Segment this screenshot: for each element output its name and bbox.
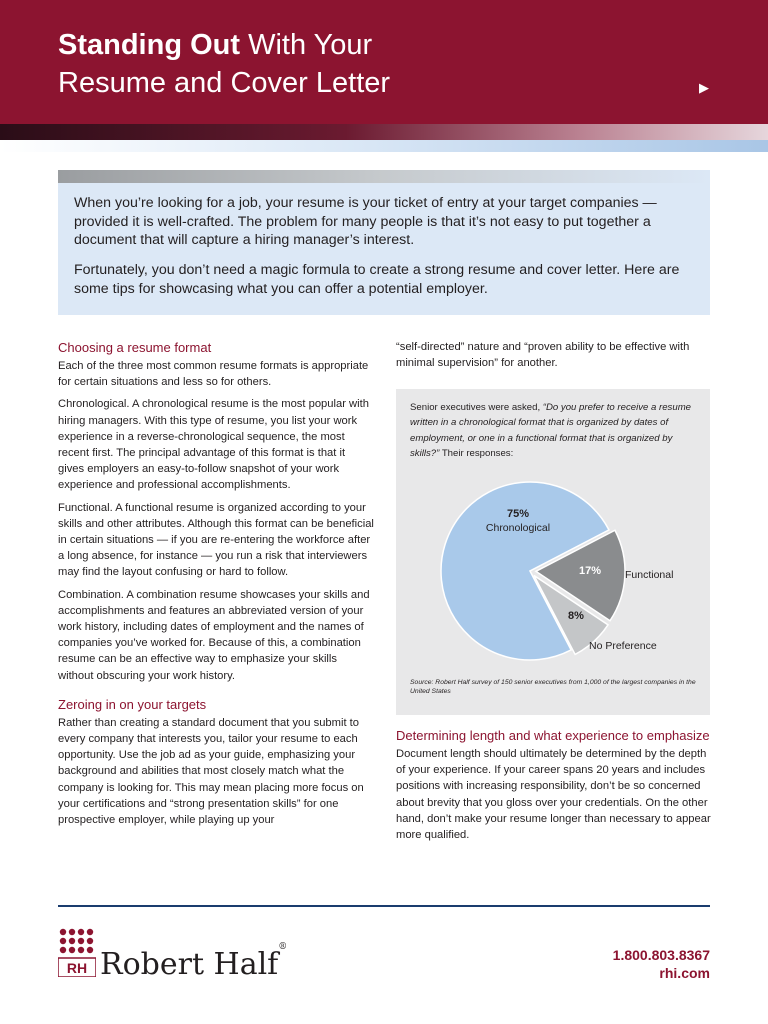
brand-name	[100, 943, 287, 983]
title-bold: Standing Out	[58, 29, 241, 61]
para-combination	[58, 587, 374, 684]
pie-value-chronological: 75%	[506, 508, 530, 520]
chronological-lead: Chronological.	[58, 398, 130, 411]
heading-choosing-format: Choosing a resume format	[58, 340, 212, 355]
survey-chart-box	[396, 389, 710, 715]
robert-half-logo	[58, 927, 96, 977]
para-continued: “self-directed” nature and “proven ability to be effective with minimal supervision” for another.	[396, 341, 690, 370]
question-lead: Senior executives were asked,	[410, 402, 543, 413]
pie-chart	[396, 389, 710, 679]
next-arrow-icon[interactable]: ▶	[699, 80, 709, 95]
question-italic: “Do you prefer to receive a resume written in a chronological format that is organized by dates of employment, or one in a functional format that is organized by skills?”	[410, 402, 692, 459]
functional-lead: Functional.	[58, 501, 113, 514]
para-targets: Rather than creating a standard document that you submit to every company that interests you, tailor your resume to each opportunity. Use the job ad as your guide, emphasizing your background and abilities that most closely match what the company is looking for. This may mean placing more focus on your certifications and “strong presentation skills” for one prospective employer, while playing up your	[58, 716, 364, 827]
pie-label-chronological: Chronological	[485, 522, 551, 534]
para-functional	[58, 500, 374, 581]
title-line2: Resume and Cover Letter	[58, 67, 391, 99]
pie-label-no-preference: No Preference	[589, 640, 657, 652]
chronological-text: A chronological resume is the most popular with hiring managers. With this type of resume, you list your work experience in a reverse-chronological sequence, the most recent first. The principal advantage of this format is that it gives employers an easy-to-follow snapshot of your work experience and professional accomplishments.	[58, 398, 369, 492]
footer-rule	[58, 905, 710, 907]
pie-label-functional: Functional	[625, 569, 674, 581]
logo-dot-grid	[60, 929, 93, 953]
para-chronological	[58, 396, 374, 493]
left-column	[58, 339, 374, 834]
intro-top-bar	[58, 170, 710, 183]
combination-text: A combination resume showcases your skills and accomplishments and features an abbreviated version of your work history, including dates of employment and the names of companies you’ve worked for. Because of this, a combination resume can be an effective way to emphasize your skills without obscuring your work history.	[58, 588, 370, 682]
intro-box	[58, 170, 710, 315]
para-formats-intro: Each of the three most common resume formats is appropriate for certain situations and less so for others.	[58, 360, 369, 389]
logo-letters: RH	[66, 960, 88, 976]
website-link[interactable]: rhi.com	[659, 965, 710, 981]
right-column-lower	[396, 727, 712, 849]
heading-length: Determining length and what experience to emphasize	[396, 728, 710, 743]
question-tail: Their responses:	[439, 447, 514, 459]
intro-paragraph-2: Fortunately, you don’t need a magic formula to create a strong resume and cover letter. Here are some tips for showcasing what you can offer a potential employer.	[74, 262, 680, 297]
heading-zeroing-in: Zeroing in on your targets	[58, 696, 207, 712]
chart-source: Source: Robert Half survey of 150 senior executives from 1,000 of the largest companies in the United States	[410, 679, 696, 695]
pie-value-no-preference: 8%	[568, 610, 584, 622]
header-blue-band	[0, 140, 768, 152]
pie-value-functional: 17%	[578, 565, 602, 577]
registered-mark: ®	[278, 942, 288, 952]
title-rest: With Your	[240, 29, 373, 61]
right-column	[396, 339, 712, 377]
phone-number[interactable]: 1.800.803.8367	[612, 947, 710, 963]
functional-text: A functional resume is organized according to your skills and other attributes. Although this format can be beneficial in certain situations — if you are re-entering the workforce after a long absence, for instance — you run a risk that interviewers may find the layout confusing or hard to follow.	[58, 501, 374, 579]
brand-text: Robert Half	[100, 947, 279, 982]
combination-lead: Combination.	[58, 588, 124, 601]
intro-paragraph-1: When you’re looking for a job, your resume is your ticket of entry at your target companies — provided it is well-crafted. The problem for many people is that it’s not easy to put together a document that will capture a hiring manager’s interest.	[74, 195, 657, 248]
header-shadow-band	[0, 124, 768, 140]
para-length: Document length should ultimately be determined by the depth of your experience. If your career spans 20 years and includes positions with increasing responsibility, don’t be so concerned about brevity that you gloss over your credentials. On the other hand, don’t make your resume longer than necessary to appear more qualified.	[396, 748, 711, 842]
page-title	[58, 26, 390, 102]
